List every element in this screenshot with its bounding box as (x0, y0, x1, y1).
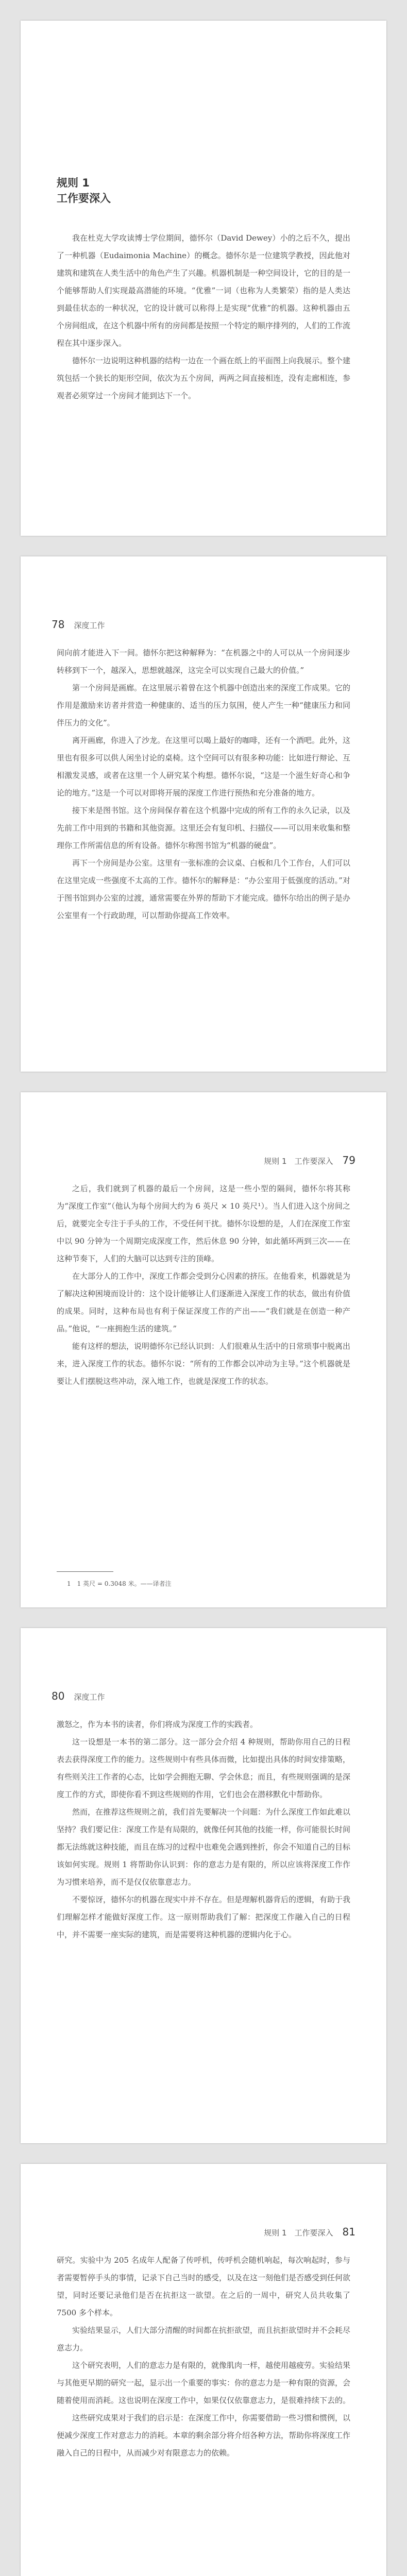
paragraph: 这个研究表明，人们的意志力是有限的，就像肌肉一样，越使用越疲劳。实验结果与其他更早期的研究一起，显示出一个重要的事实：你的意志力是一种有限的资源，会随着使用而消耗。这也说明在深度工作中，如果仅仅依靠意志力，是很难持续下去的。 (57, 2361, 351, 2405)
paragraph: 实验结果显示，人们大部分清醒的时间都在抗拒欲望，而且抗拒欲望时并不会耗尽意志力。 (57, 2326, 351, 2352)
paragraph: 德怀尔一边说明这种机器的结构一边在一个画在纸上的平面图上向我展示。整个建筑包括一个狭长的矩形空间，依次为五个房间，两两之间直接相连，没有走廊相连，参观者必须穿过一个房间才能到达下一个。 (57, 356, 351, 400)
page-header (264, 2226, 355, 2238)
page-header (52, 618, 105, 631)
page-number: 80 (52, 1690, 65, 1702)
book-page-79 (21, 1092, 386, 1607)
running-title: 深度工作 (74, 621, 105, 630)
page-body (57, 644, 350, 924)
paragraph: 我在杜克大学攻读博士学位期间，德怀尔（David Dewey）小的之后不久，提出了一种机器（Eudaimonia Machine）的概念。德怀尔是一位建筑学教授，因此他对建筑和建筑在人类生活中的角色产生了兴趣。机器机制是一种空间设计，它的目的是一个能够帮助人们实现最高潜能的环境。“优雅”一词（也称为人类繁荣）指的是人类达到最佳状态的一种状况，它的设计就可以称得上是实现“优雅”的机器。这种机器由五个房间组成，在这个机器中所有的房间都是按照一个特定的顺序排列的，人们的工作流程在其中逐步深入。 (57, 233, 351, 348)
paragraph: 能有这样的想法，说明德怀尔已经认识到：人们很难从生活中的日常琐事中脱离出来，进入深度工作的状态。德怀尔说：“所有的工作都会以冲动为主导。”这个机器就是要让人们摆脱这些冲动，深入地工作，也就是深度工作的状态。 (57, 1342, 351, 1386)
page-number: 81 (342, 2226, 355, 2238)
chapter-title: 工作要深入 (57, 192, 111, 205)
page-body (57, 1180, 350, 1390)
paragraph: 在大部分人的工作中，深度工作都会受到分心因素的挤压。在他看来，机器就是为了解决这种困境而设计的：这个设计能够让人们逐渐进入深度工作的状态，做出有价值的成果。同时，这种布局也有利于保证深度工作的产出——“我们就是在创造一种产品。”他说，“一座拥抱生活的建筑。” (57, 1272, 351, 1333)
footnote-divider (57, 1571, 113, 1572)
paragraph: 这些研究成果对于我们的启示是：在深度工作中，你需要借助一些习惯和惯例，以便减少深度工作对意志力的消耗。本章的剩余部分将介绍各种方法，帮助你将深度工作融入自己的日程中，从而减少对有限意志力的依赖。 (57, 2413, 351, 2458)
page-header (264, 1154, 355, 1166)
paragraph: 第一个房间是画廊。在这里展示着曾在这个机器中创造出来的深度工作成果。它的作用是激励来访者并营造一种健康的、适当的压力氛围，使人产生一种“健康压力和同伴压力的文化”。 (57, 683, 351, 727)
book-page-80 (21, 1628, 386, 2143)
footnote: 1 1 英尺 = 0.3048 米。——译者注 (67, 1580, 172, 1587)
running-title: 深度工作 (74, 1692, 105, 1702)
running-title: 规则 1 工作要深入 (264, 1157, 333, 1166)
paragraph: 接下来是图书馆。这个房间保存着在这个机器中完成的所有工作的永久记录，以及先前工作中用到的书籍和其他资源。这里还会有复印机、扫描仪——可以用来收集和整理你工作所需信息的所有设备。德怀尔称图书馆为“机器的硬盘”。 (57, 806, 351, 850)
book-page-81 (21, 2164, 386, 2576)
paragraph: 然而，在推荐这些规则之前，我们首先要解决一个问题：为什么深度工作如此难以坚持？我们要记住：深度工作是有局限的，就像任何其他的技能一样，你可能很长时间都无法练就这种技能，而且在练习的过程中也难免会遇到挫折，你会不知道自己的目标该如何实现。规则 1 将帮助你认识到：你的意志力是有限的，所以应该将深度工作作为习惯来培养，而不是仅仅依靠意志力。 (57, 1807, 351, 1887)
page-header (52, 1690, 105, 1702)
chapter-label: 规则 1 (57, 177, 90, 189)
book-page-78 (21, 556, 386, 1072)
chapter-heading (57, 175, 111, 206)
paragraph: 之后，我们就到了机器的最后一个房间，这是一些小型的隔间，德怀尔将其称为“深度工作室”（他认为每个房间大约为 6 英尺 × 10 英尺¹）。当人们进入这个房间之后，就要完全专注于手头的工作，不受任何干扰。德怀尔设想的是，人们在深度工作室中以 90 分钟为一个周期完成深度工作，然后休息 90 分钟，如此循环两到三次——在这种节奏下，人们的大脑可以达到专注的顶峰。 (57, 1184, 351, 1263)
paragraph: 间向前才能进入下一间。德怀尔把这种解释为：“在机器之中的人可以从一个房间逐步转移到下一个，越深入，思想就越深，这完全可以实现自己最大的价值。” (57, 648, 350, 675)
paragraph: 离开画廊，你进入了沙龙。在这里可以喝上最好的咖啡，还有一个酒吧。此外，这里也有很多可以供人闲坐讨论的桌椅。这个空间可以有很多种功能：比如进行辩论、互相激发灵感，或者在这里一个人研究某个构想。德怀尔说，“这是一个滋生好奇心和争论的地方。”这是一个可以对即将开展的深度工作进行预热和充分准备的地方。 (57, 736, 351, 798)
paragraph: 这一设想是一本书的第二部分。这一部分会介绍 4 种规则，帮助你用自己的日程表去获得深度工作的能力。这些规则中有些具体而微，比如提出具体的时间安排策略，有些则关注工作者的心态，比如学会拥抱无聊、学会休息；而且，有些规则强调的是深度工作的方式，即使你看不到这些规则的作用，它们也会在潜移默化中帮助你。 (57, 1737, 351, 1799)
paragraph: 激怒之，作为本书的读者，你们将成为深度工作的实践者。 (57, 1720, 258, 1729)
page-body (57, 229, 350, 404)
page-number: 79 (342, 1154, 355, 1166)
page-number: 78 (52, 618, 65, 631)
paragraph: 研究。实验中为 205 名成年人配备了传呼机，传呼机会随机响起，每次响起时，参与者需要暂停手头的事情，记录下自己当时的感受，以及在这一刻他们是否感受到任何欲望，同时还要记录他们是否在抗拒这一欲望。在之后的一周中，研究人员共收集了 7500 多个样本。 (57, 2256, 351, 2317)
paragraph: 再下一个房间是办公室。这里有一张标准的会议桌、白板和几个工作台，人们可以在这里完成一些强度不太高的工作。德怀尔的解释是：“办公室用于低强度的活动。”对于图书馆到办公室的过渡，通常需要在外界的帮助下才能完成。德怀尔给出的例子是办公室里有一个行政助理，可以帮助你提高工作效率。 (57, 858, 351, 920)
book-page-1 (21, 21, 386, 536)
page-body (57, 2251, 350, 2462)
running-title: 规则 1 工作要深入 (264, 2228, 333, 2238)
page-body (57, 1716, 350, 1943)
paragraph: 不要惊讶，德怀尔的机器在现实中并不存在。但是理解机器背后的逻辑，有助于我们理解怎样才能做好深度工作。这一原则帮助我们了解：把深度工作融入自己的日程中，并不需要一座实际的建筑，而是需要将这种机器的逻辑内化于心。 (57, 1895, 351, 1939)
